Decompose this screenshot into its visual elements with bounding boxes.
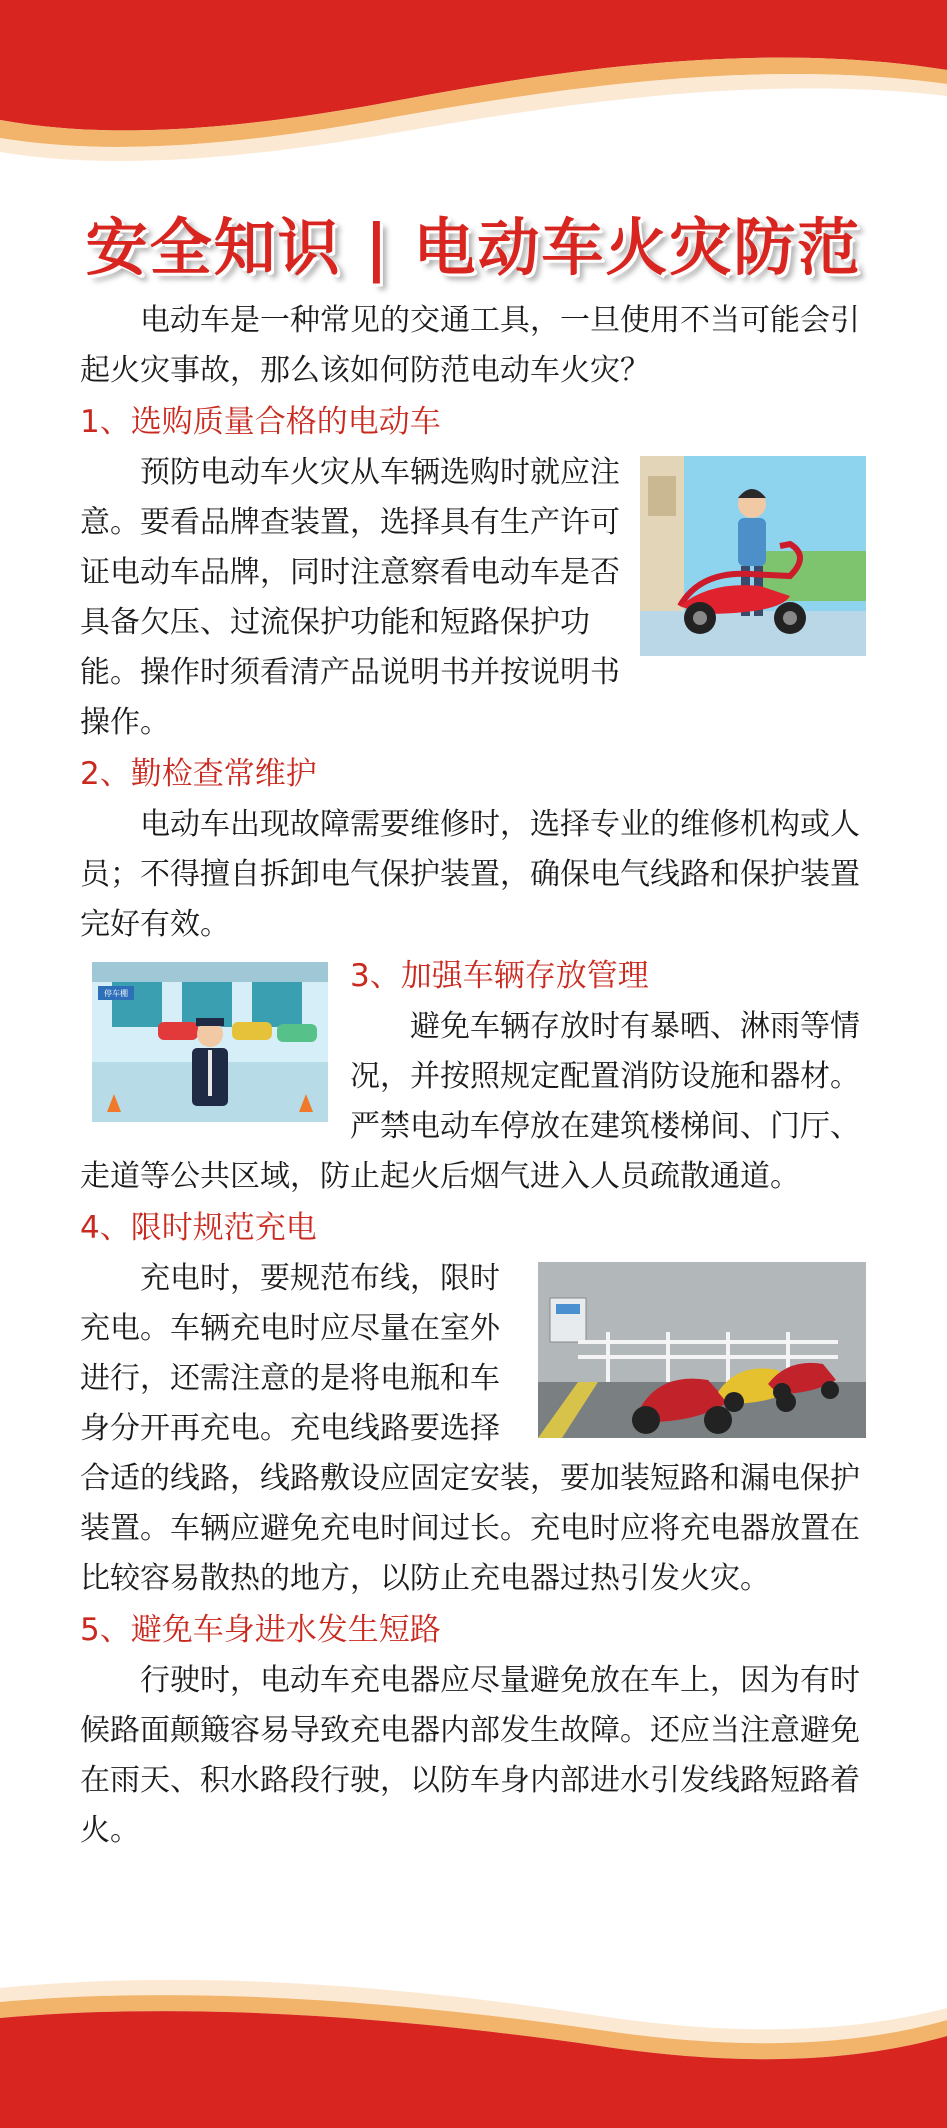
article-body (80, 296, 866, 1856)
section-3-body: 避免车辆存放时有暴晒、淋雨等情况，并按照规定配置消防设施和器材。严禁电动车停放在建筑楼梯间、门厅、走道等公共区域，防止起火后烟气进入人员疏散通道。 (80, 1009, 860, 1194)
section-3-heading: 3、加强车辆存放管理 (350, 958, 649, 994)
bottom-wave-decoration (0, 1928, 947, 2128)
section-4-heading: 4、限时规范充电 (80, 1210, 317, 1246)
page-title: 安全知识 | 电动车火灾防范 (85, 211, 862, 284)
scooter-buyer-illustration (640, 456, 866, 656)
intro-paragraph: 电动车是一种常见的交通工具，一旦使用不当可能会引起火灾事故，那么该如何防范电动车火灾？ (80, 303, 860, 388)
section-1-heading: 1、选购质量合格的电动车 (80, 404, 441, 440)
charging-station-photo (538, 1262, 866, 1438)
section-5-heading: 5、避免车身进水发生短路 (80, 1612, 441, 1648)
section-4-body: 充电时，要规范布线，限时充电。车辆充电时应尽量在室外进行，还需注意的是将电瓶和车身分开再充电。充电线路要选择合适的线路，线路敷设应固定安装，要加装短路和漏电保护装置。车辆应避免充电时间过长。充电时应将充电器放置在比较容易散热的地方，以防止充电器过热引发火灾。 (80, 1261, 860, 1596)
section-5-body: 行驶时，电动车充电器应尽量避免放在车上，因为有时候路面颠簸容易导致充电器内部发生故障。还应当注意避免在雨天、积水路段行驶，以防车身内部进水引发线路短路着火。 (80, 1663, 860, 1848)
section-2-body: 电动车出现故障需要维修时，选择专业的维修机构或人员；不得擅自拆卸电气保护装置，确保电气线路和保护装置完好有效。 (80, 807, 860, 942)
section-2-heading: 2、勤检查常维护 (80, 756, 317, 792)
top-wave-decoration (0, 0, 947, 230)
parking-sign-text: 停车棚 (104, 989, 128, 998)
parking-guard-illustration (92, 962, 328, 1122)
section-1-body: 预防电动车火灾从车辆选购时就应注意。要看品牌查装置，选择具有生产许可证电动车品牌，同时注意察看电动车是否具备欠压、过流保护功能和短路保护功能。操作时须看清产品说明书并按说明书操作。 (80, 455, 620, 740)
